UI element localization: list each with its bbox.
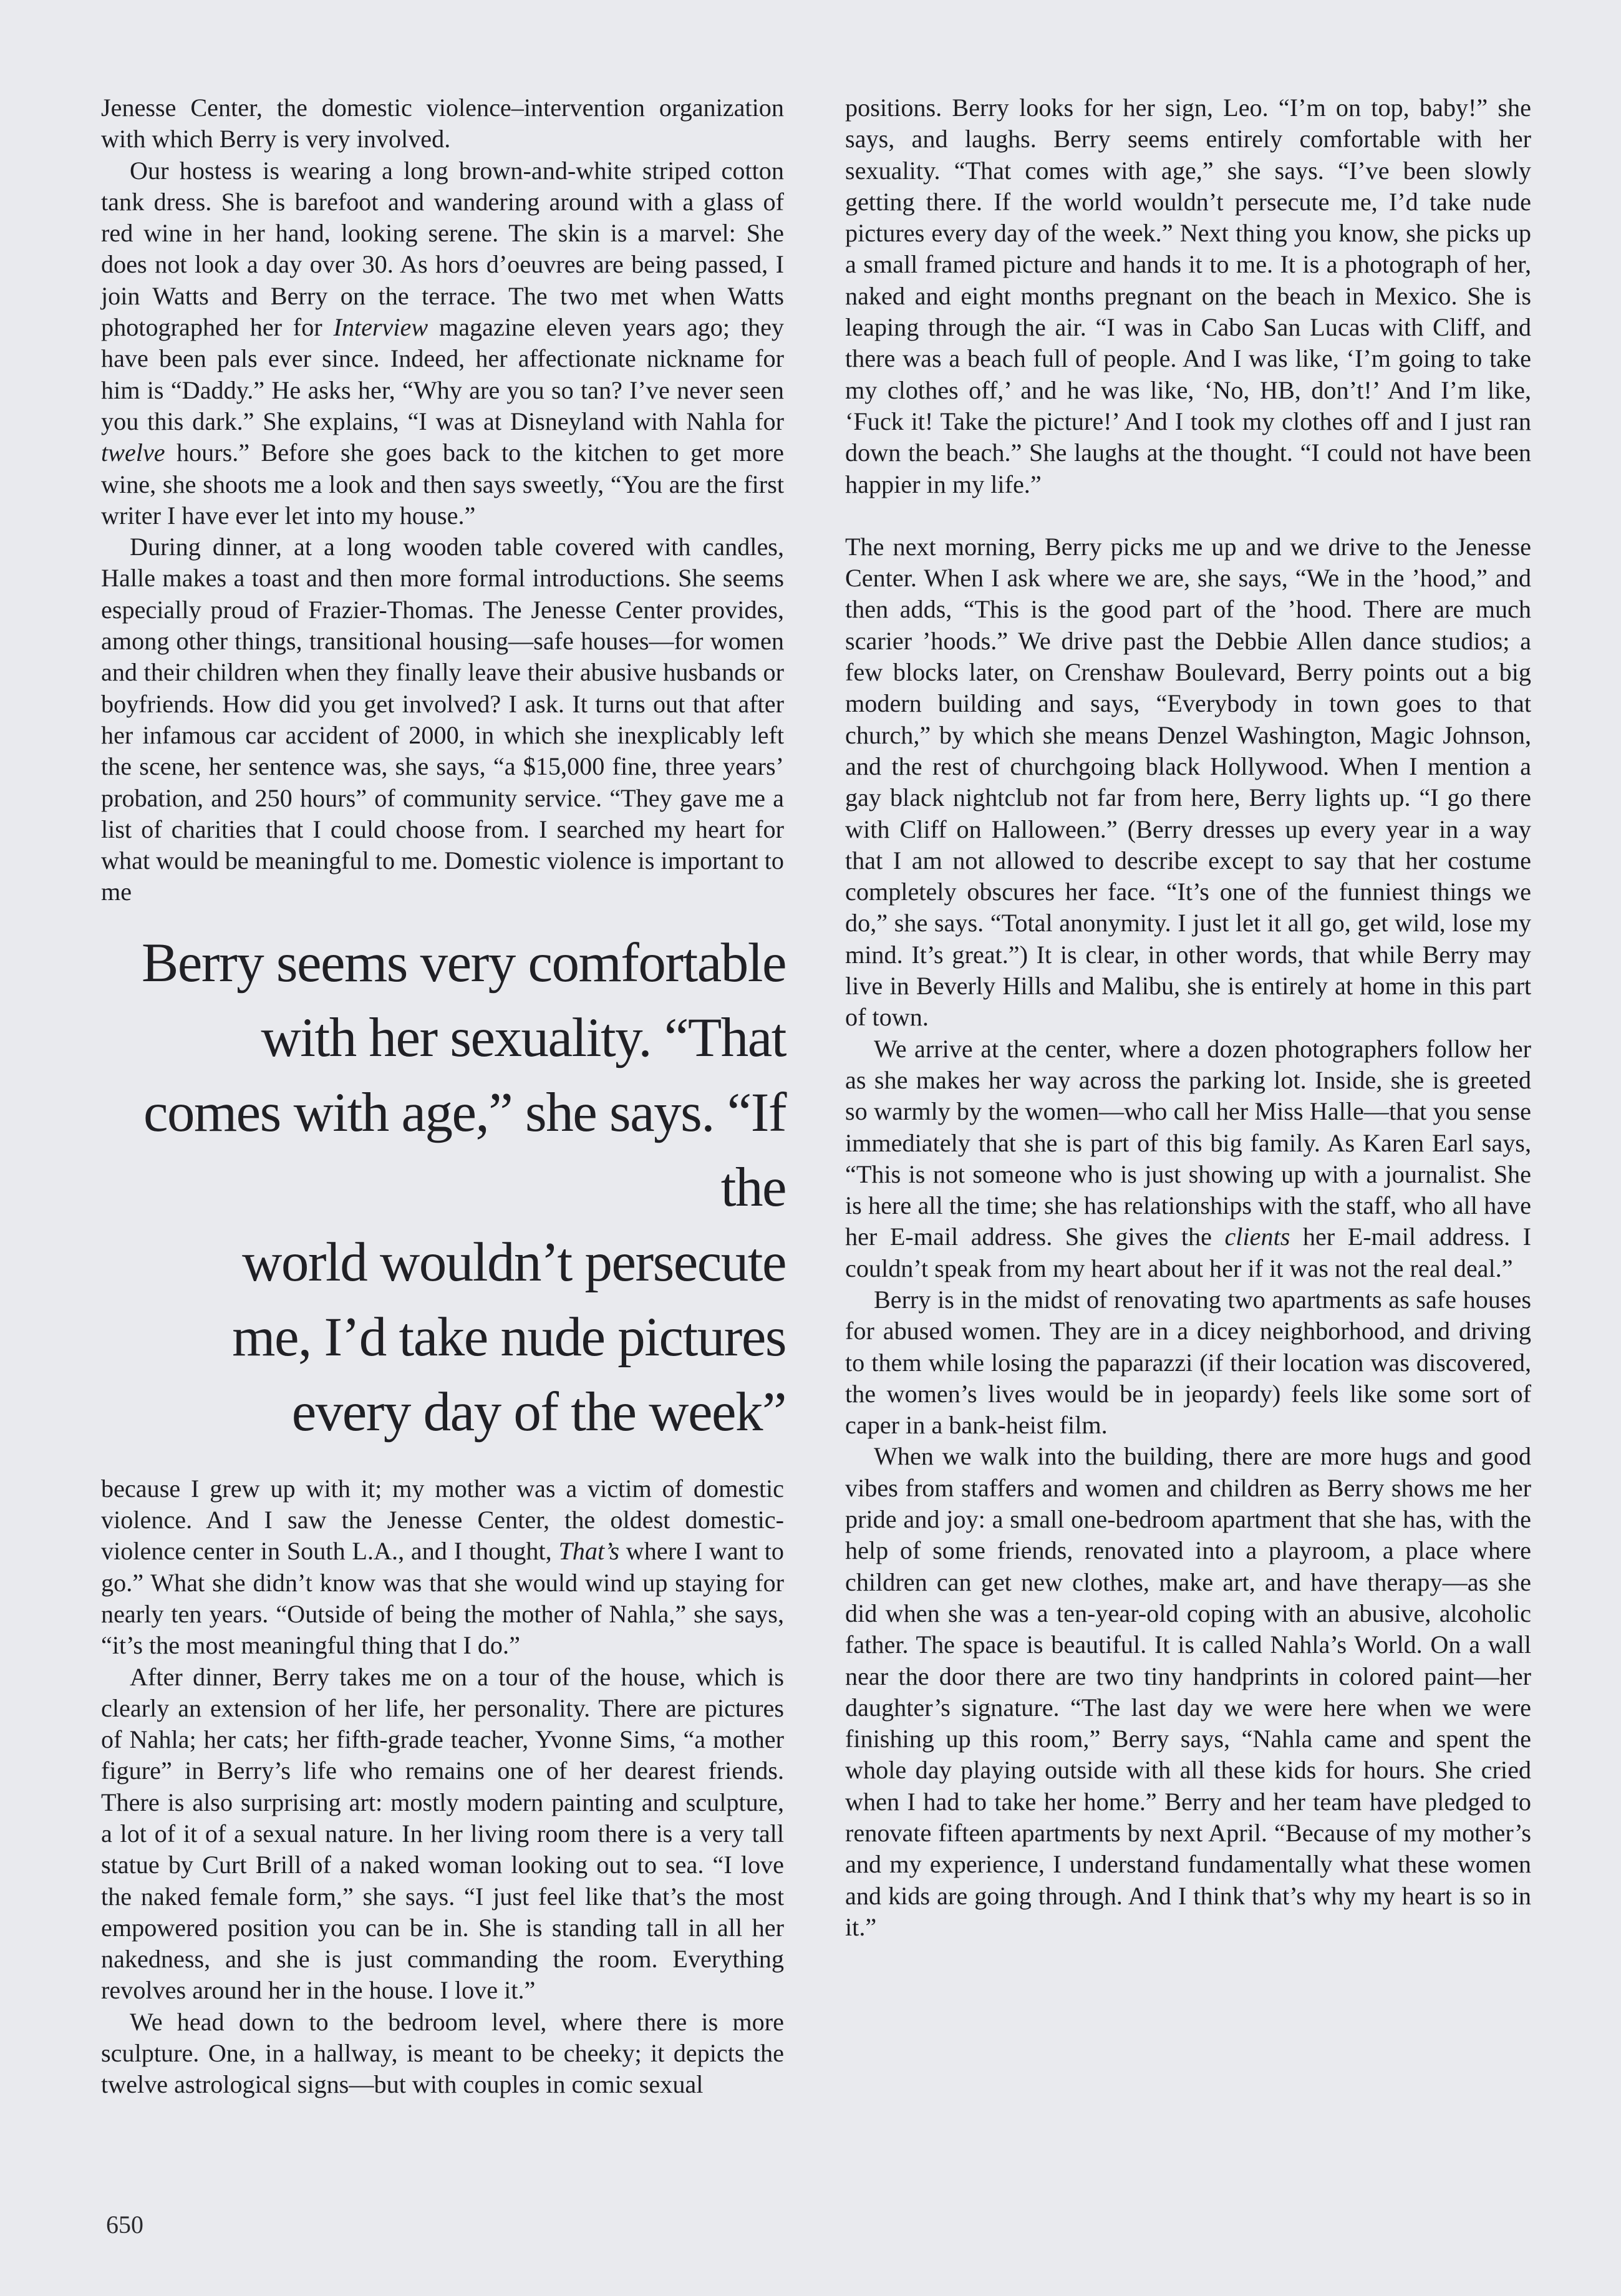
paragraph: During dinner, at a long wooden table covered with candles, Halle makes a toast and then more formal introductions. She seems especially proud of Frazier-Thomas. The Jenesse Center provides, among other things, transitional housing—safe houses—for women and their children when they finally leave their abusive husbands or boyfriends. How did you get involved? I ask. It turns out that after her infamous car accident of 2000, in which she inexplicably left the scene, her sentence was, she says, “a $15,000 fine, three years’ probation, and 250 hours” of community service. “They gave me a list of charities that I could choose from. I searched my heart for what would be meaningful to me. Domestic violence is important to me bbox=[101, 533, 784, 906]
pull-quote-line: with her sexuality. “That bbox=[261, 1007, 786, 1068]
paragraph bbox=[845, 1034, 1531, 1284]
emphasis-italic: clients bbox=[1224, 1223, 1290, 1251]
paragraph: Jenesse Center, the domestic violence–intervention organization with which Berry is very involved. bbox=[101, 94, 784, 153]
pull-quote-line: world wouldn’t persecute bbox=[242, 1231, 786, 1293]
emphasis-italic: That’s bbox=[558, 1537, 619, 1566]
paragraph: Berry is in the midst of renovating two apartments as safe houses for abused women. They are in a dicey neighborhood, and driving to them while losing the paparazzi (if their location was discovered, the women’s lives would be in jeopardy) feels like some sort of caper in a bank-heist film. bbox=[845, 1285, 1531, 1440]
paragraph: We head down to the bedroom level, where there is more sculpture. One, in a hallway, is meant to be cheeky; it depicts the twelve astrological signs—but with couples in comic sexual bbox=[101, 2007, 784, 2099]
paragraph-text: her E-mail address. I couldn’t speak from my heart about her if it was not the real deal.” bbox=[845, 1223, 1531, 1282]
pull-quote-line: comes with age,” she says. “If the bbox=[143, 1082, 786, 1218]
paragraph: After dinner, Berry takes me on a tour of the house, which is clearly an extension of her life, her personality. There are pictures of Nahla; her cats; her fifth-grade teacher, Yvonne Sims, “a mother figure” in Berry’s life who remains one of her dearest friends. There is also surprising art: mostly modern painting and sculpture, a lot of it of a sexual nature. In her living room there is a very tall statue by Curt Brill of a naked woman looking out to sea. “I love the naked female form,” she says. “I just feel like that’s the most empowered position you can be in. She is standing tall in all her nakedness, and she is just commanding the room. Everything revolves around her in the house. I love it.” bbox=[101, 1662, 784, 2005]
paragraph bbox=[101, 1473, 784, 1662]
paragraph bbox=[101, 155, 784, 532]
paragraph-text: hours.” Before she goes back to the kitchen to get more wine, she shoots me a look and then says sweetly, “You are the first writer I have ever let into my house.” bbox=[101, 438, 784, 530]
paragraph-text: because I grew up with it; my mother was a victim of domestic violence. And I saw the Jenesse Center, the oldest domestic-violence center in South L.A., and I thought, bbox=[101, 1474, 784, 1566]
paragraph-text: where I want to go.” What she didn’t know was that she would wind up staying for nearly ten years. “Outside of being the mother of Nahla,” she says, “it’s the most meaningful thing that I do.” bbox=[101, 1537, 784, 1660]
paragraph: positions. Berry looks for her sign, Leo. “I’m on top, baby!” she says, and laughs. Berry seems entirely comfortable with her sexuality. “That comes with age,” she says. “I’ve been slowly getting there. If the world wouldn’t persecute me, I’d take nude pictures every day of the week.” Next thing you know, she picks up a small framed picture and hands it to me. It is a photograph of her, naked and eight months pregnant on the beach in Mexico. She is leaping through the air. “I was in Cabo San Lucas with Cliff, and there was a beach full of people. And I was like, ‘I’m going to take my clothes off,’ and he was like, ‘No, HB, don’t!’ And I’m like, ‘Fuck it! Take the picture!’ And I took my clothes off and I just ran down the beach.” She laughs at the thought. “I could not have been happier in my life.” bbox=[845, 94, 1531, 498]
paragraph-text: We arrive at the center, where a dozen photographers follow her as she makes her way across the parking lot. Inside, she is greeted so warmly by the women—who call her Miss Halle—that you sense immediately that she is part of this big family. As Karen Earl says, “This is not someone who is just showing up with a journalist. She is here all the time; she has relationships with the staff, who all have her E-mail address. bbox=[845, 1034, 1531, 1251]
pull-quote-line: Berry seems very comfortable bbox=[142, 932, 786, 994]
paragraph: When we walk into the building, there are more hugs and good vibes from staffers and women and children as Berry shows me her pride and joy: a small one-bedroom apartment that she has, with the help of some friends, renovated into a playroom, a place where children can get new clothes, make art, and have therapy—as she did when she was a ten-year-old coping with an abusive, alcoholic father. The space is beautiful. It is called Nahla’s World. On a wall near the door there are two tiny handprints in colored paint—her daughter’s signature. “The last day we were here when we were finishing up this room,” Berry says, “Nahla came and spent the whole day playing outside with all these kids for hours. She cried when I had to take her home.” Berry and her team have pledged to renovate fifteen apartments by next April. “Because of my mother’s and my experience, I understand fundamentally what these women and kids are going through. And I think that’s why my heart is so in it.” bbox=[845, 1442, 1531, 1941]
emphasis-italic: twelve bbox=[101, 438, 165, 467]
paragraph-text: Our hostess is wearing a long brown-and-white striped cotton tank dress. She is barefoot and wandering around with a glass of red wine in her hand, looking serene. The skin is a marvel: She does not look a day over 30. As hors d’oeuvres are being passed, I join Watts and Berry on the terrace. The two met when Watts photographed her for bbox=[101, 156, 784, 342]
magazine-title-italic: Interview bbox=[333, 313, 428, 342]
paragraph-text: magazine eleven years ago; they have been pals ever since. Indeed, her affectionate nickname for him is “Daddy.” He asks her, “Why are you so tan? I’ve never seen you this dark.” She explains, “I was at Disneyland with Nahla for bbox=[101, 313, 784, 435]
paragraph-text: She gives the bbox=[1052, 1223, 1225, 1251]
right-column bbox=[845, 92, 1531, 1943]
pull-quote bbox=[76, 926, 786, 1450]
section-break-paragraph: The next morning, Berry picks me up and we drive to the Jenesse Center. When I ask where we are, she says, “We in the ’hood,” and then adds, “This is the good part of the ’hood. There are much scarier ’hoods.” We drive past the Debbie Allen dance studios; a few blocks later, on Crenshaw Boulevard, Berry points out a big modern building and says, “Everybody in town goes to that church,” by which she means Denzel Washington, Magic Johnson, and the rest of churchgoing black Hollywood. When I mention a gay black nightclub not far from here, Berry lights up. “I go there with Cliff on Halloween.” (Berry dresses up every year in a way that I am not allowed to describe except to say that her costume completely obscures her face. “It’s one of the funniest things we do,” she says. “Total anonymity. I just let it all go, get wild, lose my mind. It’s great.”) It is clear, in other words, that while Berry may live in Beverly Hills and Malibu, she is entirely at home in this part of town. bbox=[845, 532, 1531, 1032]
pull-quote-line: every day of the week” bbox=[291, 1381, 786, 1443]
page-number: 650 bbox=[106, 2211, 143, 2239]
pull-quote-line: me, I’d take nude pictures bbox=[232, 1306, 786, 1368]
left-column bbox=[101, 92, 784, 2101]
